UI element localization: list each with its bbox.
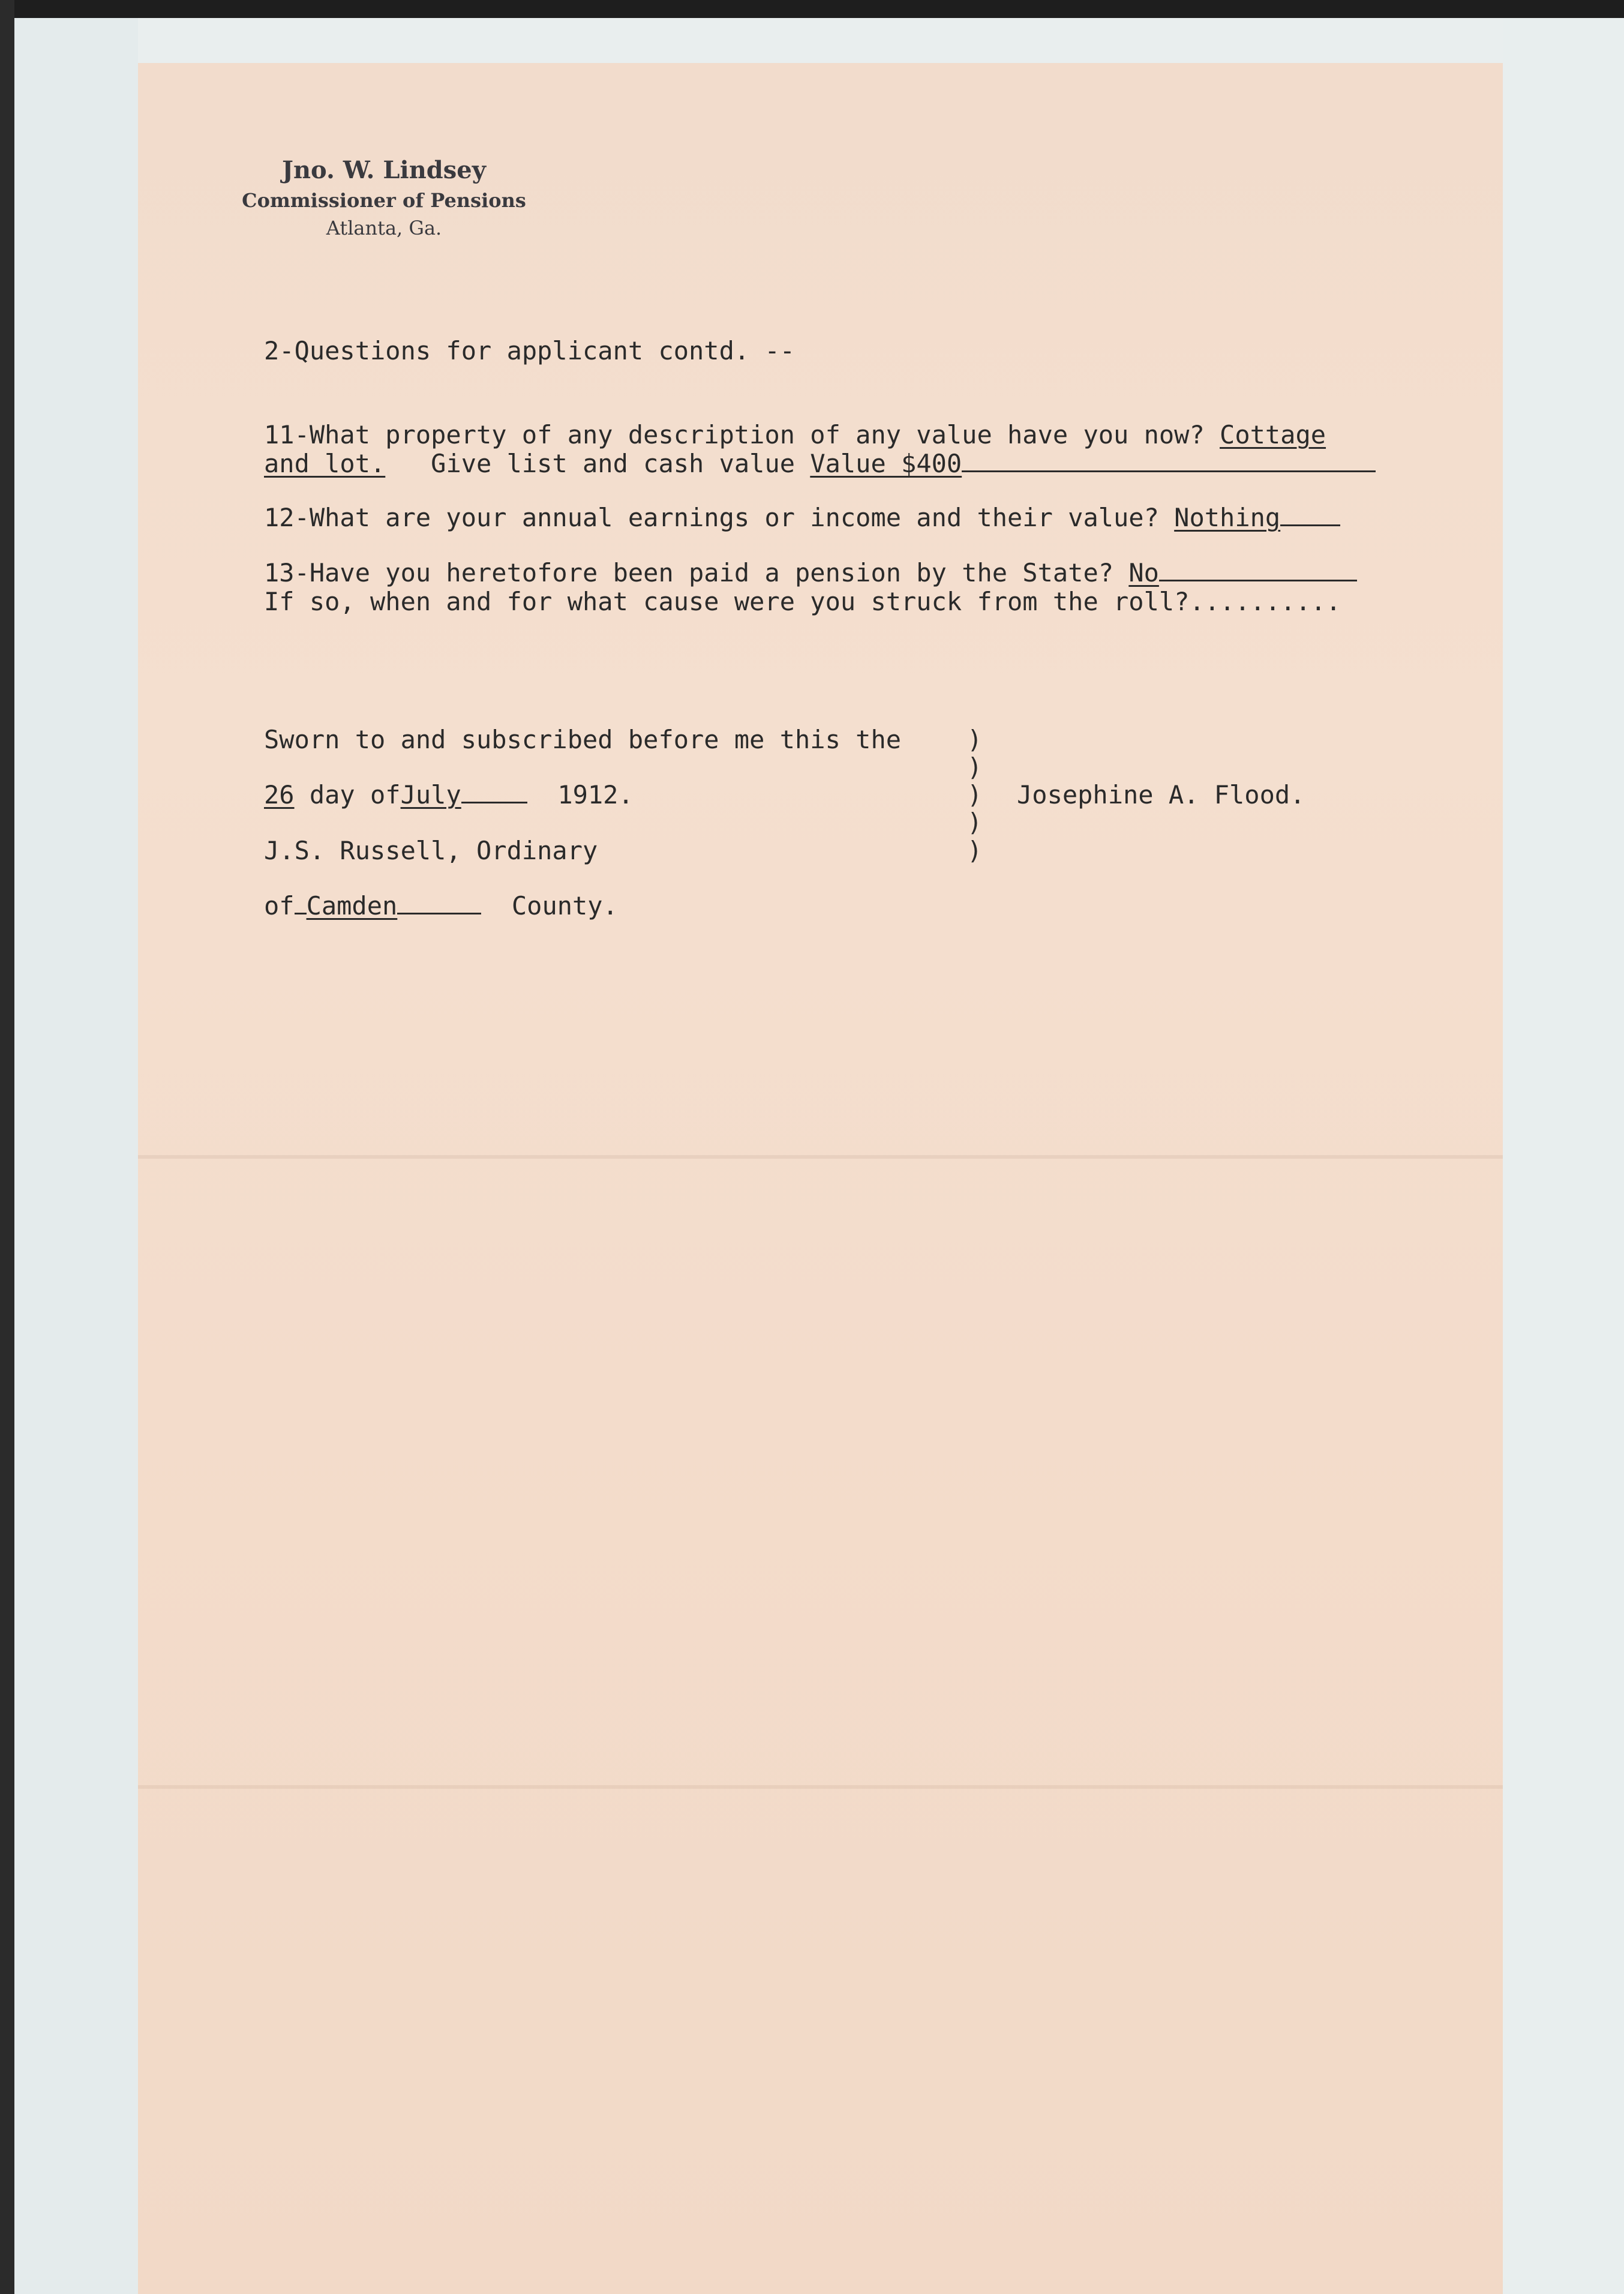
month-blank [461, 801, 527, 803]
letterhead-city: Atlanta, Ga. [326, 217, 442, 239]
bracket-paren: ) [967, 808, 983, 837]
scan-background-right [1503, 18, 1624, 2294]
q13-followup: If so, when and for what cause were you struck from the roll?.......... [264, 587, 1341, 616]
fold-line [138, 1155, 1503, 1159]
q12-text: 12-What are your annual earnings or income and their value? [264, 503, 1175, 532]
q11-answer-part-2: and lot. [264, 449, 386, 478]
bracket-paren: ) [967, 725, 983, 754]
q13-text: 13-Have you heretofore been paid a pension by the State? [264, 558, 1129, 587]
oath-month: July [400, 780, 461, 809]
oath-official-line [264, 836, 598, 865]
heading-text: 2-Questions for applicant contd. -- [264, 336, 796, 365]
question-11-line-2 [264, 449, 1376, 478]
oath-official: J.S. Russell, Ordinary [264, 836, 598, 865]
q13-answer: No [1128, 558, 1159, 587]
letterhead-name: Jno. W. Lindsey [282, 156, 486, 184]
document-page [138, 63, 1503, 2294]
oath-day: 26 [264, 780, 295, 809]
answer-blank [1280, 524, 1340, 526]
question-12 [264, 503, 1340, 532]
letterhead-title: Commissioner of Pensions [242, 189, 526, 212]
oath-sworn-text: Sworn to and subscribed before me this the [264, 725, 902, 754]
fold-line [138, 1785, 1503, 1789]
q11-text: 11-What property of any description of any value have you now? [264, 420, 1220, 449]
oath-sworn-line [264, 725, 901, 754]
answer-blank [1159, 579, 1357, 581]
oath-county-line [264, 891, 618, 920]
q12-answer: Nothing [1174, 503, 1281, 532]
scanner-left-edge [0, 0, 14, 2294]
question-13-line-1 [264, 558, 1357, 587]
oath-year: 1912. [557, 780, 634, 809]
applicant-signature: Josephine A. Flood. [1017, 780, 1305, 809]
question-13-line-2 [264, 587, 1341, 616]
bracket-paren: ) [967, 780, 983, 809]
answer-blank [962, 470, 1376, 472]
q11-value-answer: Value $400 [810, 449, 962, 478]
scanner-top-edge [0, 0, 1624, 18]
oath-day-of: day of [294, 780, 401, 809]
bracket-paren: ) [967, 836, 983, 865]
form-heading [264, 336, 795, 365]
q11-value-prompt: Give list and cash value [385, 449, 811, 478]
scan-background-left [14, 18, 138, 2294]
oath-date-line [264, 780, 634, 809]
q11-answer-part-1: Cottage [1220, 420, 1326, 449]
oath-county: Camden [306, 891, 398, 920]
county-blank [397, 912, 481, 914]
oath-county-label: County. [511, 891, 618, 920]
letterhead [228, 156, 540, 239]
question-11-line-1 [264, 420, 1326, 449]
bracket-paren: ) [967, 752, 983, 782]
county-blank [295, 912, 307, 914]
oath-of-label: of [264, 891, 295, 920]
